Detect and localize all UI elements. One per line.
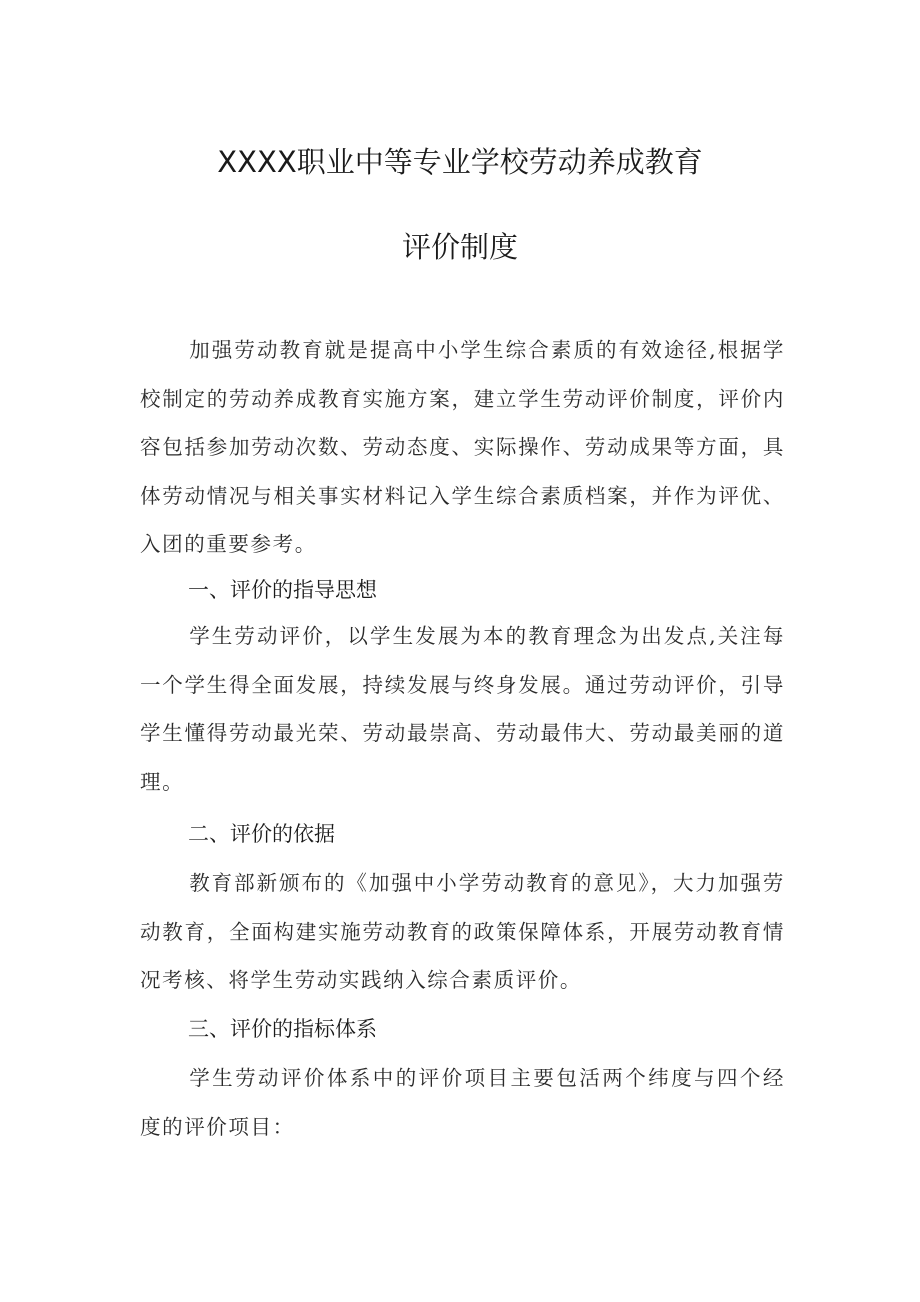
section-heading-guiding-principle: 一、评价的指导思想 bbox=[188, 578, 377, 602]
document-title-line-1: XXXX职业中等专业学校劳动养成教育 bbox=[217, 145, 703, 179]
section-heading-indicator-system: 三、评价的指标体系 bbox=[188, 1017, 377, 1041]
section-body-guiding-principle: 学生劳动评价，以学生发展为本的教育理念为出发点,关注每一个学生得全面发展，持续发展与终身发展。通过劳动评价，引导学生懂得劳动最光荣、劳动最崇高、劳动最伟大、劳动最美丽的道理。 bbox=[140, 624, 785, 794]
section-body-basis: 教育部新颁布的《加强中小学劳动教育的意见》，大力加强劳动教育，全面构建实施劳动教育的政策保障体系，开展劳动教育情况考核、将学生劳动实践纳入综合素质评价。 bbox=[140, 871, 785, 992]
document-title-line-2: 评价制度 bbox=[401, 230, 518, 264]
section-body-indicator-system: 学生劳动评价体系中的评价项目主要包活两个纬度与四个经度的评价项目： bbox=[140, 1066, 785, 1139]
intro-paragraph: 加强劳动教育就是提高中小学生综合素质的有效途径,根据学校制定的劳动养成教育实施方案，建立学生劳动评价制度，评价内容包括参加劳动次数、劳动态度、实际操作、劳动成果等方面，具体劳动情况与相关事实材料记入学生综合素质档案，并作为评优、入团的重要参考。 bbox=[140, 338, 785, 556]
section-heading-basis: 二、评价的依据 bbox=[188, 822, 335, 846]
